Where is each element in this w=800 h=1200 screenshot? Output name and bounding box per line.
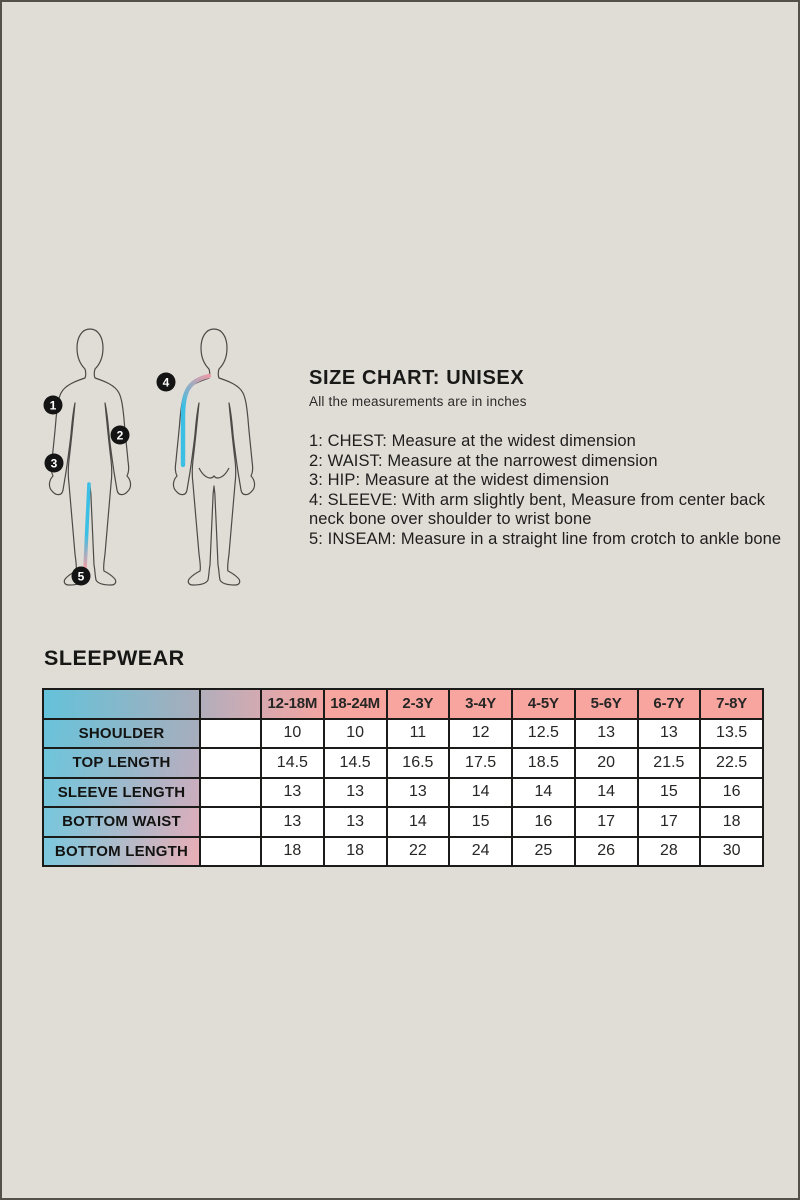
empty-cell: [200, 719, 261, 749]
size-value-cell: 12: [449, 719, 512, 749]
size-value-cell: 10: [324, 719, 387, 749]
marker-5-number: 5: [77, 569, 85, 584]
size-value-cell: 13: [324, 807, 387, 837]
size-column-header: 6-7Y: [638, 689, 701, 719]
size-value-cell: 25: [512, 837, 575, 867]
size-value-cell: 12.5: [512, 719, 575, 749]
size-value-cell: 15: [638, 778, 701, 808]
size-value-cell: 11: [387, 719, 450, 749]
size-value-cell: 13.5: [700, 719, 763, 749]
size-column-header: 5-6Y: [575, 689, 638, 719]
size-value-cell: 21.5: [638, 748, 701, 778]
empty-cell: [200, 748, 261, 778]
size-column-header: 7-8Y: [700, 689, 763, 719]
table-row: [43, 748, 763, 778]
child-back-outline: [173, 329, 254, 585]
size-value-cell: 10: [261, 719, 324, 749]
size-value-cell: 15: [449, 807, 512, 837]
size-value-cell: 28: [638, 837, 701, 867]
row-label: TOP LENGTH: [43, 748, 200, 778]
measurement-figures-illustration: [32, 302, 272, 602]
instruction-line-1: 1: CHEST: Measure at the widest dimension: [309, 432, 636, 450]
size-value-cell: 18: [700, 807, 763, 837]
size-value-cell: 13: [261, 807, 324, 837]
size-column-header: 3-4Y: [449, 689, 512, 719]
instruction-line-4: 4: SLEEVE: With arm slightly bent, Measure from center back neck bone over shoulder to wrist bone: [309, 490, 766, 529]
size-column-header: 18-24M: [324, 689, 387, 719]
page-title: SIZE CHART: UNISEX: [309, 367, 525, 389]
size-value-cell: 24: [449, 837, 512, 867]
size-value-cell: 14: [512, 778, 575, 808]
size-value-cell: 18: [324, 837, 387, 867]
measurement-instructions: [309, 432, 787, 550]
sleepwear-size-table: [42, 688, 764, 867]
size-value-cell: 30: [700, 837, 763, 867]
size-value-cell: 20: [575, 748, 638, 778]
size-value-cell: 26: [575, 837, 638, 867]
header-spacer-cell: [43, 689, 200, 719]
empty-cell: [200, 778, 261, 808]
units-note: All the measurements are in inches: [309, 394, 527, 409]
size-value-cell: 14.5: [324, 748, 387, 778]
size-value-cell: 16: [700, 778, 763, 808]
size-value-cell: 16.5: [387, 748, 450, 778]
size-value-cell: 22: [387, 837, 450, 867]
row-label: BOTTOM LENGTH: [43, 837, 200, 867]
size-value-cell: 13: [261, 778, 324, 808]
marker-1-number: 1: [49, 398, 57, 413]
size-value-cell: 14: [449, 778, 512, 808]
table-row: [43, 719, 763, 749]
size-value-cell: 13: [387, 778, 450, 808]
empty-cell: [200, 837, 261, 867]
instruction-line-2: 2: WAIST: Measure at the narrowest dimension: [309, 451, 658, 470]
size-value-cell: 14: [387, 807, 450, 837]
child-front-outline: [49, 329, 130, 585]
size-value-cell: 13: [638, 719, 701, 749]
size-value-cell: 13: [324, 778, 387, 808]
size-value-cell: 17: [638, 807, 701, 837]
marker-3-number: 3: [50, 456, 58, 471]
empty-cell: [200, 807, 261, 837]
size-column-header: 2-3Y: [387, 689, 450, 719]
row-label: SLEEVE LENGTH: [43, 778, 200, 808]
size-value-cell: 22.5: [700, 748, 763, 778]
size-value-cell: 14: [575, 778, 638, 808]
header-spacer-cell: [200, 689, 261, 719]
size-table-header-row: [43, 689, 763, 719]
table-row: [43, 837, 763, 867]
instruction-line-3: 3: HIP: Measure at the widest dimension: [309, 471, 610, 490]
size-value-cell: 14.5: [261, 748, 324, 778]
size-chart-header: [309, 367, 779, 409]
row-label: BOTTOM WAIST: [43, 807, 200, 837]
size-column-header: 4-5Y: [512, 689, 575, 719]
section-title: SLEEPWEAR: [44, 646, 185, 670]
marker-4-number: 4: [162, 375, 170, 390]
size-value-cell: 16: [512, 807, 575, 837]
size-value-cell: 18.5: [512, 748, 575, 778]
instruction-line-5: 5: INSEAM: Measure in a straight line from crotch to ankle bone: [309, 529, 782, 548]
size-value-cell: 18: [261, 837, 324, 867]
table-row: [43, 807, 763, 837]
size-value-cell: 13: [575, 719, 638, 749]
marker-2-number: 2: [116, 428, 124, 443]
back-view-seat-line: [199, 468, 229, 478]
size-value-cell: 17.5: [449, 748, 512, 778]
inseam-measure-line: [85, 484, 89, 569]
table-row: [43, 778, 763, 808]
size-column-header: 12-18M: [261, 689, 324, 719]
row-label: SHOULDER: [43, 719, 200, 749]
size-value-cell: 17: [575, 807, 638, 837]
